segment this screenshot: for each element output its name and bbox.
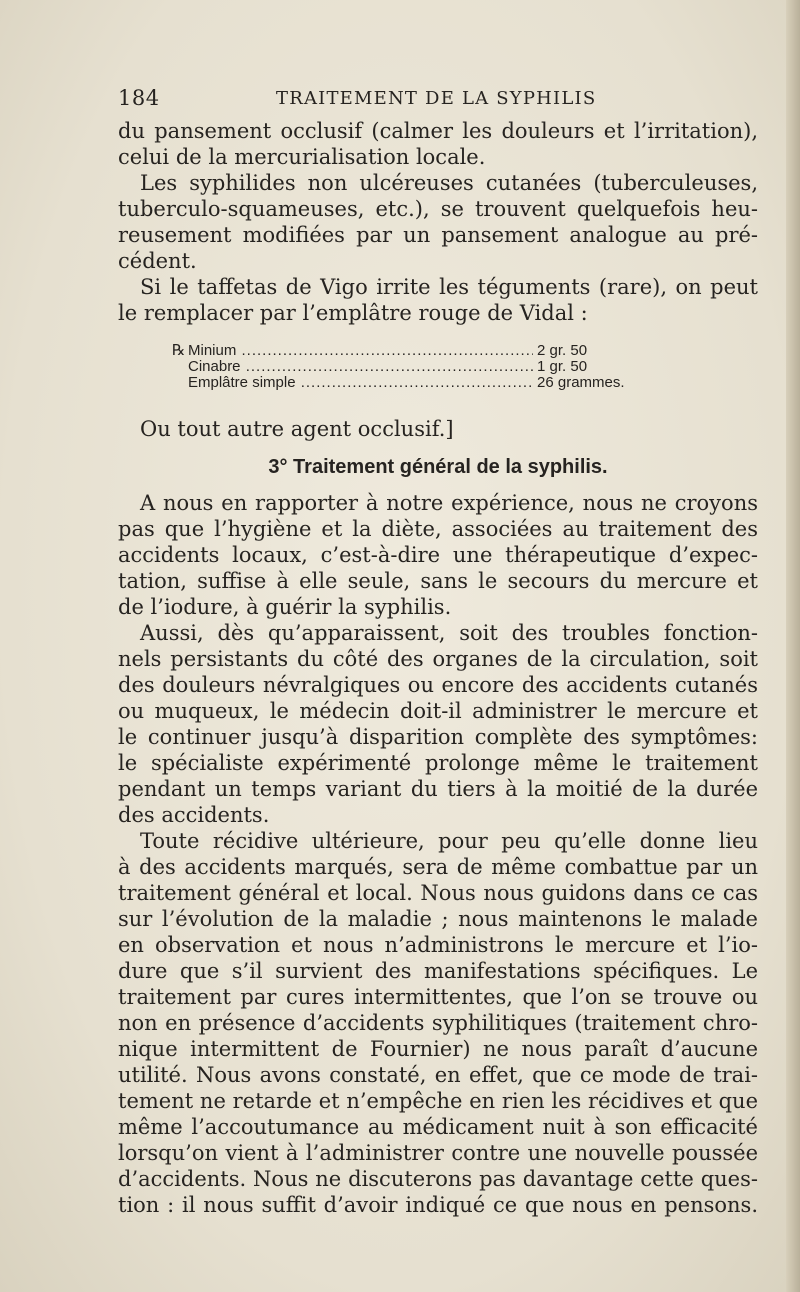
text-line: utilité. Nous avons constaté, en effet, que ce mode de trai- <box>118 1063 758 1087</box>
text-line: le remplacer par l’emplâtre rouge de Vidal : <box>118 301 588 325</box>
section-heading: 3° Traitement général de la syphilis. <box>268 456 608 478</box>
ingredient-quantity: 2 gr. 50 <box>537 342 588 359</box>
text-line: des douleurs névralgiques ou encore des accidents cutanés <box>118 673 758 697</box>
running-title: TRAITEMENT DE LA SYPHILIS <box>276 88 597 109</box>
text-line: Aussi, dès qu’apparaissent, soit des troubles fonction- <box>140 621 758 645</box>
page-header <box>118 86 758 114</box>
text-line: cédent. <box>118 249 197 273</box>
ingredient-name: Emplâtre simple <box>188 375 296 391</box>
closing-paragraph <box>118 416 758 442</box>
text-line: le spécialiste expérimenté prolonge même le traitement <box>118 751 758 775</box>
text-line: tement ne retarde et n’empêche en rien les récidives et que <box>118 1089 758 1113</box>
text-line: à des accidents marqués, sera de même combattue par un <box>118 855 758 879</box>
ingredient-name: Cinabre <box>188 359 241 375</box>
prescription <box>172 343 652 391</box>
prescription-row <box>172 343 652 359</box>
text-line: A nous en rapporter à notre expérience, nous ne croyons <box>140 491 758 515</box>
text-line: le continuer jusqu’à disparition complète des symptômes: <box>118 725 758 749</box>
text-line: accidents locaux, c’est-à-dire une thérapeutique d’expec- <box>118 543 758 567</box>
ingredient-name: Minium <box>188 343 237 359</box>
text-line: traitement par cures intermittentes, que l’on se trouve ou <box>118 985 758 1009</box>
text-line: des accidents. <box>118 803 270 827</box>
ingredient-quantity: 1 gr. 50 <box>537 358 588 375</box>
text-line: en observation et nous n’administrons le mercure et l’io- <box>118 933 758 957</box>
page-edge-shadow <box>786 0 800 1292</box>
paragraph-block-1 <box>118 118 758 326</box>
prescription-row <box>172 375 652 391</box>
text-line: non en présence d’accidents syphilitiques (traitement chro- <box>118 1011 758 1035</box>
recipe-symbol: ℞ <box>172 343 186 359</box>
text-line: même l’accoutumance au médicament nuit à son efficacité <box>118 1115 758 1139</box>
text-line: celui de la mercurialisation locale. <box>118 145 486 169</box>
text-line: Toute récidive ultérieure, pour peu qu’elle donne lieu <box>140 829 758 853</box>
text-line: dure que s’il survient des manifestations spécifiques. Le <box>118 959 758 983</box>
text-line: nique intermittent de Fournier) ne nous paraît d’aucune <box>118 1037 758 1061</box>
text-line: sur l’évolution de la maladie ; nous maintenons le malade <box>118 907 758 931</box>
ingredient-quantity: 26 grammes. <box>537 374 625 391</box>
text-line: tion : il nous suffit d’avoir indiqué ce que nous en pensons. <box>118 1193 758 1217</box>
page-number: 184 <box>118 86 160 110</box>
text-line: reusement modifiées par un pansement analogue au pré- <box>118 223 758 247</box>
text-line: Les syphilides non ulcéreuses cutanées (tuberculeuses, <box>140 171 758 195</box>
text-line: tation, suffise à elle seule, sans le secours du mercure et <box>118 569 758 593</box>
prescription-row <box>172 359 652 375</box>
text-line: de l’iodure, à guérir la syphilis. <box>118 595 452 619</box>
text-line: Si le taffetas de Vigo irrite les téguments (rare), on peut <box>140 275 758 299</box>
text-line: lorsqu’on vient à l’administrer contre une nouvelle poussée <box>118 1141 758 1165</box>
text-line: d’accidents. Nous ne discuterons pas davantage cette ques- <box>118 1167 758 1191</box>
text-line: traitement général et local. Nous nous guidons dans ce cas <box>118 881 758 905</box>
text-line: nels persistants du côté des organes de la circulation, soit <box>118 647 758 671</box>
text-line: ou muqueux, le médecin doit-il administrer le mercure et <box>118 699 758 723</box>
text-line: pas que l’hygiène et la diète, associées au traitement des <box>118 517 758 541</box>
text-line: du pansement occlusif (calmer les douleurs et l’irritation), <box>118 119 758 143</box>
text-line: pendant un temps variant du tiers à la moitié de la durée <box>118 777 758 801</box>
text-line: tuberculo-squameuses, etc.), se trouvent quelquefois heu- <box>118 197 758 221</box>
paragraph-block-2 <box>118 490 758 1218</box>
text-line: Ou tout autre agent occlusif.] <box>140 417 454 441</box>
